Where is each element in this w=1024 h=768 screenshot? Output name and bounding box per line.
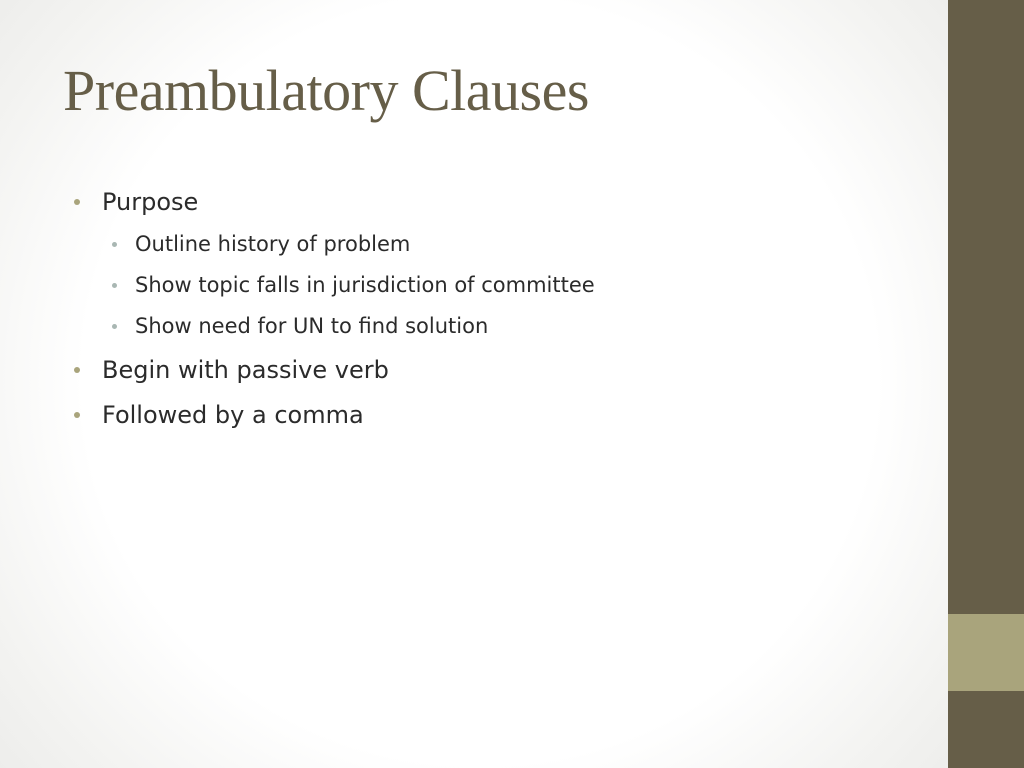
bullet-text: Followed by a comma — [102, 401, 364, 429]
sub-bullet-text: Show need for UN to find solution — [135, 314, 489, 338]
sub-bullet-item — [110, 232, 410, 256]
slide-title: Preambulatory Clauses — [63, 58, 589, 123]
bullet-dot-icon — [74, 199, 80, 205]
side-accent-decoration — [948, 614, 1024, 691]
bullet-text: Begin with passive verb — [102, 356, 389, 384]
sub-bullet-item — [110, 273, 595, 297]
bullet-dot-icon — [74, 412, 80, 418]
bullet-item — [72, 356, 389, 384]
bullet-dot-icon — [112, 242, 117, 247]
bullet-dot-icon — [112, 283, 117, 288]
sub-bullet-item — [110, 314, 488, 338]
bullet-text: Purpose — [102, 188, 199, 216]
sub-bullet-text: Outline history of problem — [135, 232, 411, 256]
sub-bullet-text: Show topic falls in jurisdiction of committee — [135, 273, 595, 297]
bullet-item — [72, 188, 198, 216]
bullet-dot-icon — [112, 324, 117, 329]
bullet-item — [72, 401, 364, 429]
bullet-dot-icon — [74, 367, 80, 373]
